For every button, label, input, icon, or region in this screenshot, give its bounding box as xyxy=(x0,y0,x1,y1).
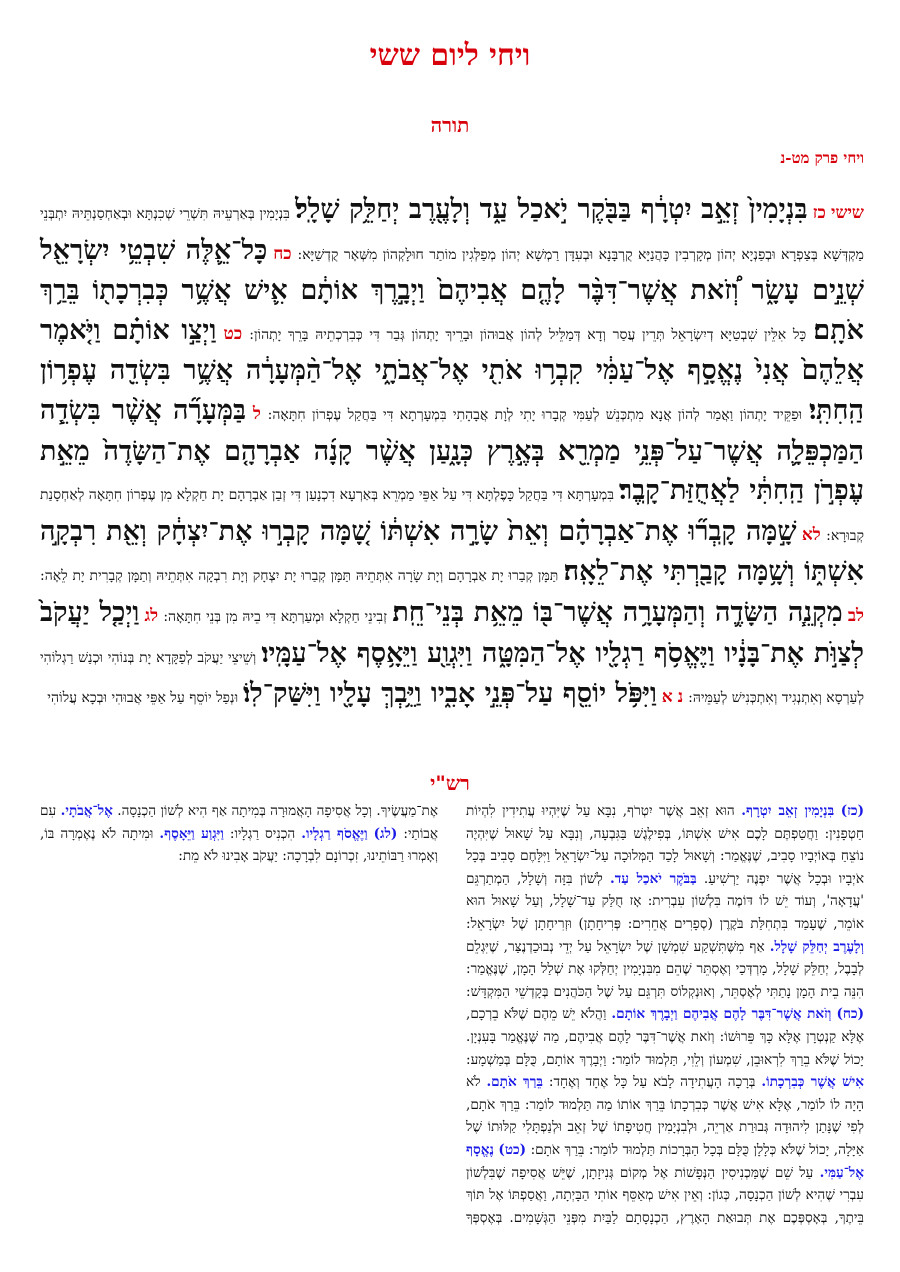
rashi-verse-ref: (כח) xyxy=(836,1006,864,1023)
targum-text: זְבִינֵי חַקְלָא וּמְעַרְתָּא דִּי בֵיהּ מִן בְּנֵי חִתָּאָה: xyxy=(163,608,388,625)
targum-text: וְשֵׁיצֵי יַעֲקֹב לְפַקָּדָא יָת בְּנוֹהִי וּכְנַשׁ רַגְלוֹהִי לְעַרְסָא וְאִתְנְגִיד וְאִתְכְּנִישׁ לְעַמֵּיהּ: xyxy=(40,649,864,707)
targum-text: בִּנְיָמִין בְּאַרְעֵיהּ תִּשְׁרֵי שְׁכִנְתָּא וּבְאַחְסַנְתֵּיהּ יִתְבְּנֵי מַקְדְּשָׁא בְּצַפְרָא וּבְפַנְיָא יְהוֹן מְקָרְבִין כָּהֲנַיָּא קֻרְבָּנָא וּבְעִדָּן רַמְשָׁא יְהוֹן מְפַלְּגִין מוֹתַר חוּלָקְהוֹן מִשְּׁאָר קֻדְשַׁיָּא: xyxy=(40,206,864,263)
verse-text: וַיְכַ֤ל יַעֲקֹב֙ לְצַוֺּ֣ת אֶת־בָּנָ֔יו וַיֶּאֱסֹ֥ף רַגְלָ֖יו אֶל־הַמִּטָּ֑ה וַיִּגְוַ֖ע וַיֵּאָ֥סֶף אֶל־עַמָּֽיו׃ xyxy=(40,596,864,669)
rashi-verse-ref: (כט) xyxy=(498,1141,527,1158)
page-title: ויחי ליום ששי xyxy=(369,38,531,73)
dibur-hamatchil: וְלָעֶרֶב יְחַלֵּק שָׁלָל. xyxy=(769,938,864,955)
chapter-reference: ויחי פרק מט-נ xyxy=(780,149,864,167)
verse-text: בִּנְיָמִין֙ זְאֵ֣ב יִטְרָ֔ף בַּבֹּ֖קֶר יֹ֣אכַל עַ֑ד וְלָעֶ֖רֶב יְחַלֵּ֥ק שָׁלָֽל׃ xyxy=(295,194,808,225)
rashi-heading: רש"י xyxy=(430,771,470,795)
rashi-verse-ref: (כז) xyxy=(840,803,864,819)
torah-text-block xyxy=(40,192,864,717)
verse-number: א xyxy=(661,687,673,708)
rashi-text: אַף מִשֶּׁתִּשְׁקַע שִׁמְשָׁן שֶׁל יִשְׂרָאֵל עַל יְדֵי נְבוּכַדְנֶצַּר, שֶׁיִּגְלֵם לְבָבֶל, יְחַלֵּק שָׁלָל, מָרְדְּכַי וְאֶסְתֵּר שֶׁהֵם מִבִּנְיָמִין יְחַלְּקוּ אֶת שְׁלַל הָמָן, שֶׁנֶּאֱמַר: הִנֵּה בֵית הָמָן נָתַתִּי לְאֶסְתֵּר, וְאוּנְקְלוֹס תִּרְגֵּם עַל שֶׁל הַכֹּהֲנִים בְּקָדְשֵׁי הַמִּקְדָּשׁ: xyxy=(466,938,864,1000)
verse-number: לב xyxy=(847,605,864,626)
rashi-text: לְשׁוֹן בִּזָּה וְשָׁלָל, הַמְתַרְגֵּם 'עֲדָאָה', וְעוֹד יֵשׁ לוֹ דּוֹמֶה בִּלְשׁוֹן עִבְרִית: אָז חֻלַּק עַד־שָׁלָל, וְעַל שָׁאוּל הוּא אוֹמֵר, שֶׁעָמַד בִּתְחִלַּת בֹּקֶרֶן (סְפָרִים אֲחֵרִים: פְּרִיחָתָן) וּזְרִיחָתָן שֶׁל יִשְׂרָאֵל: xyxy=(466,870,864,932)
verse-number: לא xyxy=(801,524,821,545)
dibur-hamatchil: אֶל־אֲבֹתָי. xyxy=(60,803,113,819)
rashi-text: עַל שֵׁם שֶׁמַּכְנִיסִין הַנְּפָשׁוֹת אֶל מְקוֹם גְּנִיזָתָן, שֶׁיֵּשׁ אֲסִיפָה שֶׁבִּלְשׁוֹן עִבְרִי שֶׁהִיא לְשׁוֹן הַכְנָסָה, כְּגוֹן: וְאֵין אִישׁ מְאַסֵּף אוֹתִי הַבָּיְתָה, וַאֲסַפְתּוֹ אֶל תּוֹךְ בֵּיתֶךָ, בְּאָסְפְּכֶם אֶת תְּבוּאַת הָאָרֶץ, הַכְנָסָתָם לַבַּיִת מִפְּנֵי הַגְּשָׁמִים. בְּאֶסְפְּךָ אֶת־מַעֲשֶׂיךָ. וְכָל אֲסִיפָה הָאֲמוּרָה בְּמִיתָה אַף הִיא לְשׁוֹן הַכְנָסָה. xyxy=(117,803,864,1226)
targum-text: כָּל אִלֵּין שִׁבְטַיָּא דְיִשְׂרָאֵל תְּרֵין עֲסַר וְדָא דְּמַלֵּיל לְהוֹן אֲבוּהוֹן וּבָרֵיךְ יָתְהוֹן גְּבַר דִּי כְּבִרְכְתֵיהּ בָּרֵךְ יָתְהוֹן: xyxy=(249,326,807,343)
dibur-hamatchil: אִישׁ אֲשֶׁר כְּבִרְכָתוֹ. xyxy=(761,1074,864,1091)
rashi-commentary xyxy=(40,800,864,1240)
verse-text: מִקְנֵ֧ה הַשָּׂדֶ֛ה וְהַמְּעָרָ֥ה אֲשֶׁר־בּ֖וֹ מֵאֵ֥ת בְּנֵי־חֵֽת׃ xyxy=(392,596,843,628)
dibur-hamatchil: בֵּרַךְ אֹתָם. xyxy=(486,1074,543,1091)
targum-text: וּנְפַל יוֹסֵף עַל אַפֵּי אֲבוּהִי וּבְכָא עֲלוֹהִי xyxy=(47,690,239,707)
section-heading-torah: תורה xyxy=(430,113,470,137)
rashi-text: הִכְנִיס רַגְלָיו: xyxy=(229,825,296,842)
rashi-text: בְּרָכָה הָעֲתִידָה לָבֹא עַל כָּל אֶחָד וְאֶחָד: xyxy=(548,1074,756,1091)
rashi-verse-ref: (לג) xyxy=(373,825,398,842)
verse-text: וַיִּפֹּ֥ל יוֹסֵ֖ף עַל־פְּנֵ֣י אָבִ֑יו וַיֵּ֥בְךְּ עָלָ֖יו וַיִּשַּׁק־לֽוֹ׃ xyxy=(243,678,657,710)
verse-text: וַיְצַ֣ו אוֹתָ֗ם וַיֹּ֤אמֶר אֲלֵהֶם֙ אֲנִי֙ נֶאֱסָ֣ף אֶל־עַמִּ֔י קִבְר֥וּ אֹתִ֖י אֶל־אֲבֹתָ֑י אֶל־הַ֨מְּעָרָ֔ה אֲשֶׁ֥ר בִּשְׂדֵ֖ה עֶפְר֥וֹן הַֽחִתִּֽי׃ xyxy=(40,314,864,426)
dibur-hamatchil: בִּנְיָמִין זְאֵב יִטְרָף. xyxy=(741,803,835,819)
aliyah-label: שישי xyxy=(830,203,864,223)
verse-text: כָּל־אֵ֛לֶּה שִׁבְטֵ֥י יִשְׂרָאֵ֖ל שְׁנֵ֣ים עָשָׂ֑ר וְ֠זֹאת אֲשֶׁר־דִּבֶּ֨ר לָהֶ֤ם אֲבִיהֶם֙ וַיְבָ֣רֶךְ אוֹתָ֔ם אִ֛ישׁ אֲשֶׁ֥ר כְּבִרְכָת֖וֹ בֵּרַ֥ךְ אֹתָֽם׃ xyxy=(40,234,865,346)
verse-number: כח xyxy=(273,243,292,264)
rashi-text: וַהֲלֹא יֵשׁ מֵהֶם שֶׁלֹּא בֵרְכָם, אֶלָּא קַנְטְרָן אֶלָּא כָּךְ פֵּרוּשׁוֹ: וְזֹאת אֲשֶׁר־דִּבֶּר לָהֶם אֲבִיהֶם, מַה שֶּׁנֶּאֱמַר בָּעִנְיָן. יָכוֹל שֶׁלֹּא בֵרַךְ לִרְאוּבֵן, שִׁמְעוֹן וְלֵוִי, תַּלְמוּד לוֹמַר: וַיְבָרֶךְ אוֹתָם, כֻּלָּם בְּמַשְׁמָע: xyxy=(466,1006,864,1068)
rashi-text: עִם אֲבוֹתַי: xyxy=(40,803,439,842)
dibur-hamatchil: וַיֶּאֱסֹף רַגְלָיו. xyxy=(301,825,368,842)
verse-text: בַּמְּעָרָ֞ה אֲשֶׁ֨ר בִּשְׂדֵ֧ה הַמַּכְפֵּלָ֛ה אֲשֶׁר־עַל־פְּנֵ֥י מַמְרֵ֖א בְּאֶ֣רֶץ כְּנָ֑עַן אֲשֶׁ֨ר קָנָ֜ה אַבְרָהָ֤ם אֶת־הַשָּׂדֶה֙ מֵאֵ֣ת עֶפְרֹ֣ן הַֽחִתִּ֔י לַאֲחֻזַּת־קָֽבֶר׃ xyxy=(40,394,864,507)
verse-text: שָׁ֣מָּה קָֽבְר֞וּ אֶת־אַבְרָהָ֗ם וְאֵת֙ שָׂרָ֣ה אִשְׁתּ֔וֹ שָׁ֚מָּה קָבְר֣וּ אֶת־יִצְחָ֔ק וְאֵ֖ת רִבְקָ֣ה אִשְׁתּ֑וֹ וְשָׁ֥מָּה קָבַ֖רְתִּי אֶת־לֵאָֽה׃ xyxy=(40,515,864,588)
rashi-text: וּמִיתָה לֹא נֶאֶמְרָה בּוֹ, וְאָמְרוּ רַבּוֹתֵינוּ, זִכְרוֹנָם לִבְרָכָה: יַעֲקֹב אָבִינוּ לֹא מֵת: xyxy=(40,825,438,865)
rashi-text: הוּא זְאֵב אֲשֶׁר יִטְרֹף, נִבָּא עַל שֶׁיִּהְיוּ עֲתִידִין לִהְיוֹת חַטְפָנִין: וַחֲטַפְתֶּם לָכֶם אִישׁ אִשְׁתּוֹ, בְּפִילֶגֶשׁ בַּגִּבְעָה, וְנִבָּא עַל שָׁאוּל שֶׁיִּהְיֶה נוֹצֵחַ בְּאוֹיְבָיו סָבִיב, שֶׁנֶּאֱמַר: וְשָׁאוּל לָכַד הַמְּלוּכָה עַל־יִשְׂרָאֵל וַיִּלָּחֶם סָבִיב בְּכָל אֹיְבָיו וּבְכָל אֲשֶׁר יִפְנֶה יַרְשִׁיעַ. xyxy=(466,803,864,887)
chapter-number: נ xyxy=(677,687,684,708)
dibur-hamatchil: נֶאֱסָף אֶל־עַמִּי. xyxy=(466,1141,864,1181)
verse-number: כז xyxy=(812,203,826,223)
verse-number: כט xyxy=(223,323,243,344)
targum-text: בִּמְעָרְתָּא דִּי בַּחֲקַל כָּפֶלְתָּא דִּי עַל אַפֵּי מַמְרֵא בְּאַרְעָא דִכְנָעַן דִּי זְבַן אַבְרָהָם יָת חַקְלָא מִן עֶפְרוֹן חִתָּאָה לְאַחְסָנַת קְבוּרָא: xyxy=(40,487,864,544)
verse-number: לג xyxy=(144,605,159,626)
targum-text: וּפַקֵּיד יָתְהוֹן וַאֲמַר לְהוֹן אֲנָא מִתְכְּנֵשׁ לְעַמִּי קְבָרוּ יָתִי לְוָת אֲבָהָתִי בִּמְעָרְתָא דִּי בַּחֲקַל עֶפְרוֹן חִתָּאָה: xyxy=(267,406,803,423)
dibur-hamatchil: בַּבֹּקֶר יֹאכַל עַד. xyxy=(610,870,697,887)
dibur-hamatchil: וַיִּגְוַע וַיֵּאָסֶף. xyxy=(159,825,224,842)
rashi-text: לֹא הָיָה לוֹ לוֹמַר, אֶלָּא אִישׁ אֲשֶׁר כְּבִרְכָתוֹ בֵּרַךְ אוֹתוֹ מַה תַּלְמוּד לוֹמַר: בֵּרַךְ אֹתָם, לְפִי שֶׁנָּתַן לִיהוּדָה גְּבוּרַת אַרְיֵה, וּלְבִנְיָמִין חֲטִיפָתוֹ שֶׁל זְאֵב וּלְנַפְתָּלִי קַלּוּתוֹ שֶׁל אַיָּלָה, יָכוֹל שֶׁלֹּא כְּלָלָן כֻּלָּם בְּכָל הַבְּרָכוֹת תַּלְמוּד לוֹמַר: בֵּרַךְ אֹתָם: xyxy=(466,1074,864,1158)
dibur-hamatchil: וְזֹאת אֲשֶׁר־דִּבֶּר לָהֶם אֲבִיהֶם וַיְבָרֶךְ אוֹתָם. xyxy=(611,1006,832,1023)
targum-text: תַּמָּן קְבַרוּ יָת אַבְרָהָם וְיָת שָׂרָה אִתְּתֵיהּ תַּמָּן קְבַרוּ יָת יִצְחָק וְיָת רִבְקָה אִתְּתֵיהּ וְתַמָּן קְבָרִית יָת לֵאָה: xyxy=(40,568,559,585)
verse-number: ל xyxy=(252,403,261,424)
